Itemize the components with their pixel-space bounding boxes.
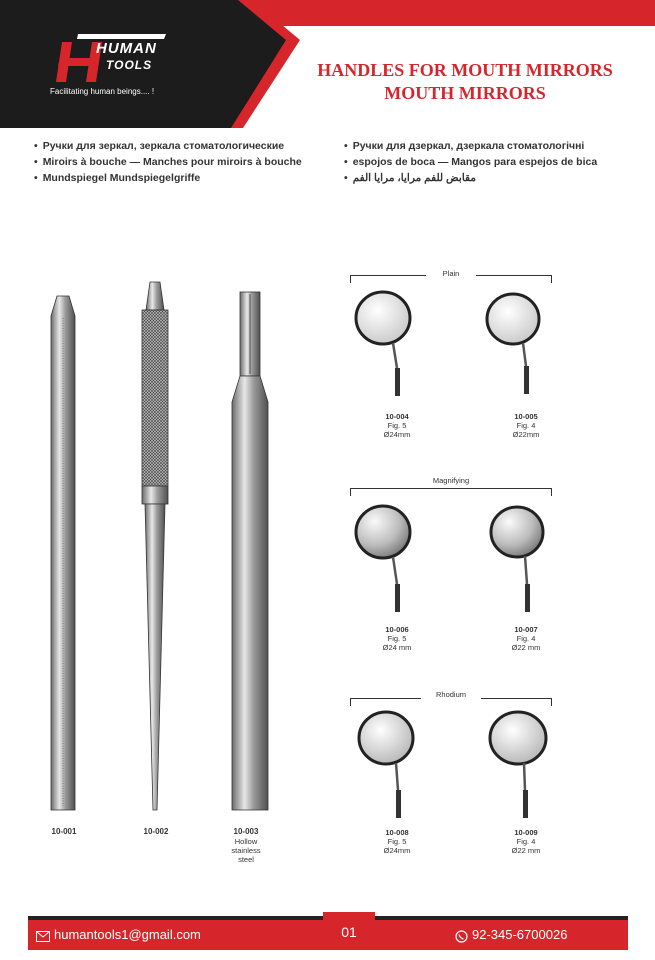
mirror-10-008-image: [356, 708, 436, 820]
page-title-line1: HANDLES FOR MOUTH MIRRORS: [317, 60, 613, 80]
envelope-icon: [36, 931, 50, 942]
page-title-line2: MOUTH MIRRORS: [384, 83, 546, 103]
bullet: •: [34, 156, 38, 168]
handle-note: Hollow stainless steel: [231, 837, 261, 864]
section-label-magnifying: Magnifying: [416, 476, 486, 485]
mirror-10-004-image: [353, 290, 433, 400]
mirror-caption: 10-008 Fig. 5 Ø24mm: [383, 828, 411, 855]
lang-line-fr: • Miroirs à bouche — Manches pour miroirs à bouche: [34, 156, 302, 168]
lang-line-ar: • مقابض للفم مرايا، مرايا الفم: [344, 172, 476, 184]
handle-code: 10-002: [143, 827, 169, 836]
mirror-10-007-image: [487, 504, 567, 614]
mirror-caption: 10-006 Fig. 5 Ø24 mm: [382, 625, 412, 652]
brand-name-line2: TOOLS: [106, 58, 153, 72]
mirror-10-005-image: [483, 292, 563, 400]
mirror-10-006-image: [353, 502, 433, 614]
footer-email[interactable]: humantools1@gmail.com: [54, 927, 201, 942]
section-label-plain: Plain: [426, 269, 476, 278]
brand-name-line1: HUMAN: [96, 40, 157, 57]
lang-line-de: • Mundspiegel Mundspiegelgriffe: [34, 172, 201, 184]
page-number: 01: [323, 912, 375, 950]
handle-code: 10-003: [233, 827, 259, 836]
brand-tagline: Facilitating human beings.... !: [50, 87, 155, 96]
section-bracket-magnifying: [350, 488, 552, 496]
footer-phone[interactable]: 92-345-6700026: [472, 927, 568, 942]
mirror-caption: 10-007 Fig. 4 Ø22 mm: [511, 625, 541, 652]
bullet: •: [344, 172, 348, 184]
mirror-10-009-image: [486, 708, 566, 820]
lang-line-es: • espojos de boca — Mangos para espejos de bica: [344, 156, 598, 168]
handle-10-002-image: [134, 280, 178, 815]
handle-code: 10-001: [51, 827, 77, 836]
mirror-caption: 10-005 Fig. 4 Ø22mm: [512, 412, 540, 439]
handle-10-003-image: [226, 290, 274, 815]
mirror-caption: 10-009 Fig. 4 Ø22 mm: [511, 828, 541, 855]
lang-line-ru: • Ручки для зеркал, зеркала стоматологические: [34, 140, 285, 152]
section-bracket-rhodium: [350, 698, 552, 706]
whatsapp-icon: [455, 930, 468, 943]
bullet: •: [34, 140, 38, 152]
lang-line-uk: • Ручки для дзеркал, дзеркала стоматологічні: [344, 140, 585, 152]
handle-10-001-image: [44, 294, 84, 814]
section-label-rhodium: Rhodium: [421, 690, 481, 699]
bullet: •: [344, 156, 348, 168]
mirror-caption: 10-004 Fig. 5 Ø24mm: [383, 412, 411, 439]
bullet: •: [344, 140, 348, 152]
bullet: •: [34, 172, 38, 184]
